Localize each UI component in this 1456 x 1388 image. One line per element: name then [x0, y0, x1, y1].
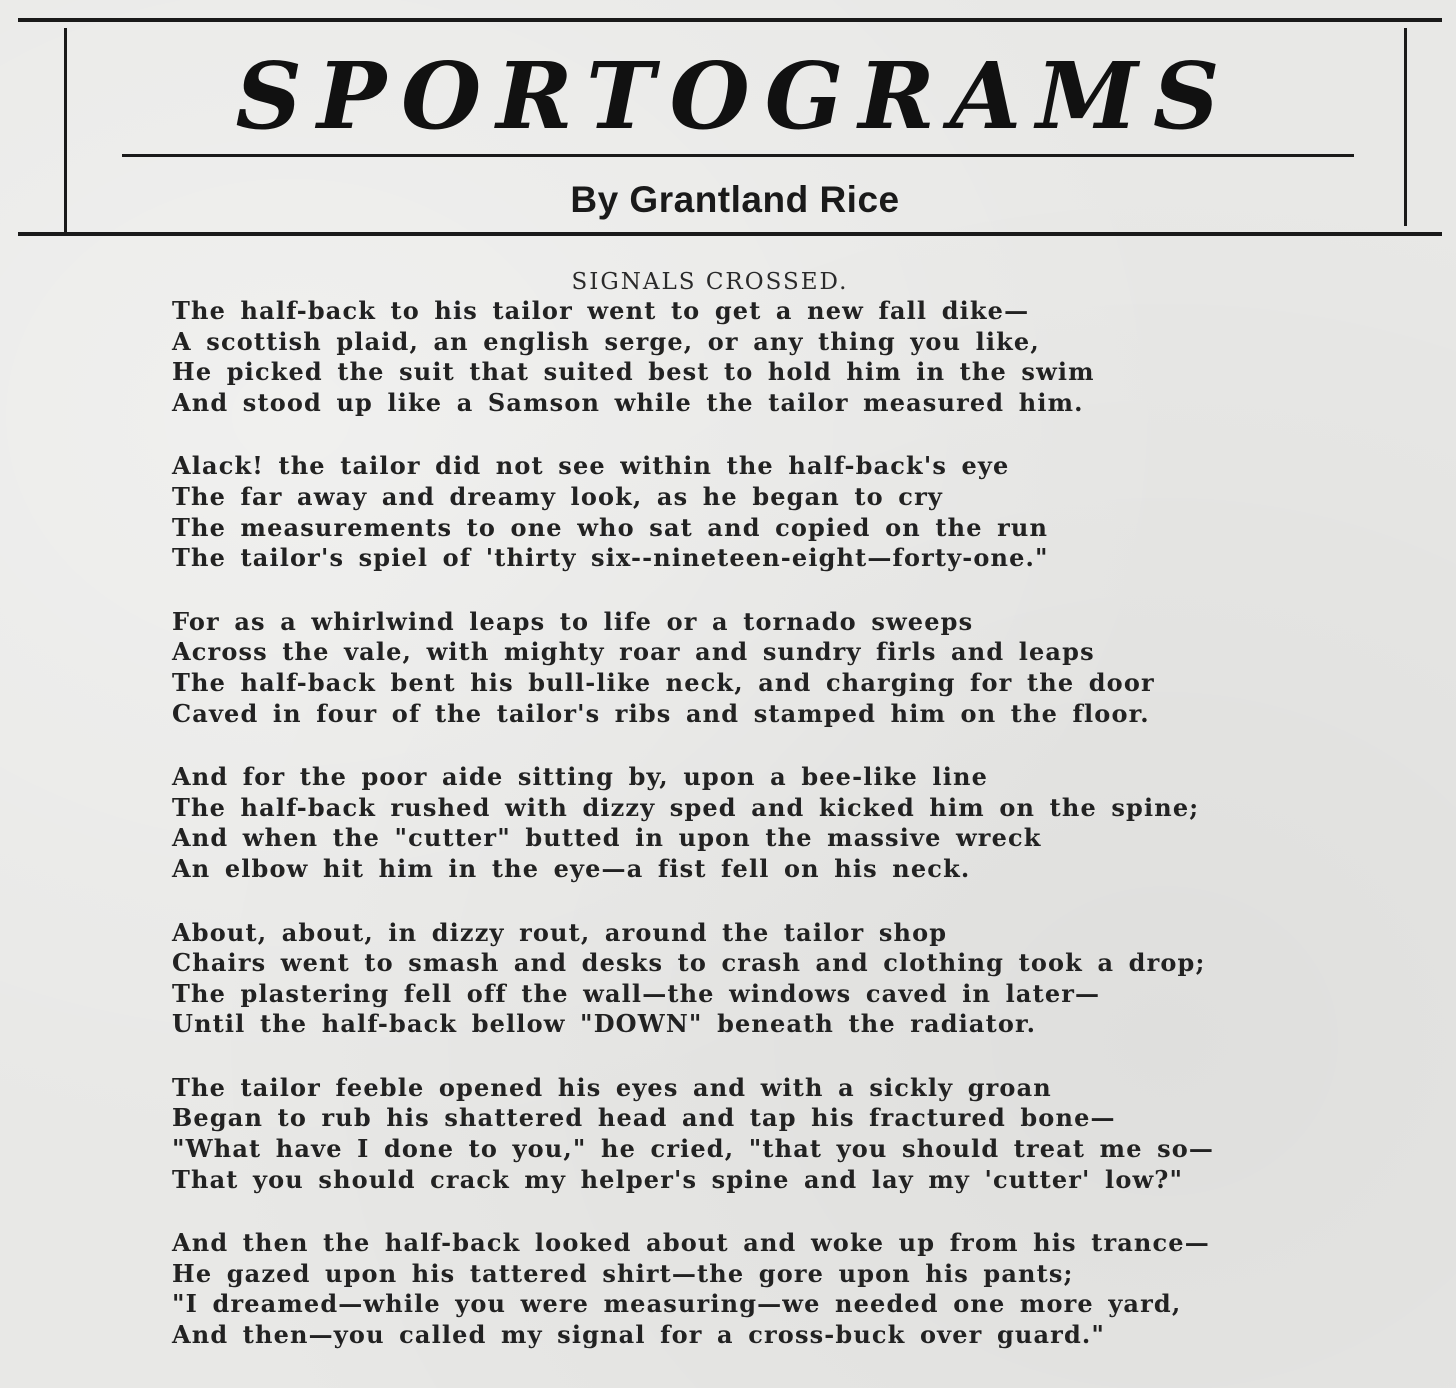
poem-line: He picked the suit that suited best to hold him in the swim [172, 357, 1095, 387]
poem-body [172, 296, 1372, 1384]
poem-line: Across the vale, with mighty roar and sundry firls and leaps [172, 637, 1095, 667]
poem-line: An elbow hit him in the eye—a fist fell on his neck. [172, 853, 971, 883]
stanza-3 [172, 607, 1372, 729]
poem-line: The measurements to one who sat and copied on the run [172, 512, 1049, 542]
poem-line: The half-back to his tailor went to get a new fall dike— [172, 296, 1030, 325]
poem-line: The far away and dreamy look, as he began to cry [172, 481, 943, 511]
poem-line: The tailor feeble opened his eyes and with a sickly groan [172, 1072, 1052, 1102]
poem-line: "What have I done to you," he cried, "that you should treat me so— [172, 1134, 1215, 1164]
poem-line: Alack! the tailor did not see within the half-back's eye [172, 451, 1010, 481]
poem-line: And for the poor aide sitting by, upon a bee-like line [172, 762, 988, 792]
column-title: SPORTOGRAMS [235, 42, 1235, 150]
poem-title: SIGNALS CROSSED. [571, 269, 849, 295]
poem-line: About, about, in dizzy rout, around the tailor shop [172, 917, 948, 947]
poem-line: And then the half-back looked about and woke up from his trance— [172, 1228, 1210, 1258]
stanza-6 [172, 1073, 1372, 1195]
stanza-1 [172, 296, 1372, 418]
poem-line: And when the "cutter" butted in upon the massive wreck [172, 823, 1042, 853]
poem-line: That you should crack my helper's spine and lay my 'cutter' low?" [172, 1164, 1184, 1194]
stanza-2 [172, 451, 1372, 573]
poem-line: A scottish plaid, an english serge, or any thing you like, [172, 326, 1040, 356]
title-underline-rule [122, 154, 1354, 157]
masthead-top-rule [18, 18, 1442, 22]
poem-line: And stood up like a Samson while the tailor measured him. [172, 387, 1084, 417]
masthead-right-rule [1404, 28, 1407, 226]
poem-line: The half-back bent his bull-like neck, and charging for the door [172, 667, 1155, 697]
poem-line: The tailor's spiel of 'thirty six--nineteen-eight—forty-one." [172, 543, 1049, 573]
masthead-left-rule [64, 28, 67, 234]
stanza-5 [172, 918, 1372, 1040]
stanza-7 [172, 1228, 1372, 1350]
poem-line: He gazed upon his tattered shirt—the gore upon his pants; [172, 1258, 1074, 1288]
poem-line: The plastering fell off the wall—the windows caved in later— [172, 978, 1101, 1008]
masthead-bottom-rule [18, 232, 1442, 236]
poem-line: For as a whirlwind leaps to life or a tornado sweeps [172, 606, 974, 636]
poem-line: Until the half-back bellow "DOWN" beneath the radiator. [172, 1009, 1037, 1039]
poem-line: The half-back rushed with dizzy sped and kicked him on the spine; [172, 792, 1200, 822]
poem-line: Began to rub his shattered head and tap his fractured bone— [172, 1103, 1116, 1133]
stanza-4 [172, 762, 1372, 884]
poem-line: Chairs went to smash and desks to crash and clothing took a drop; [172, 948, 1206, 978]
poem-line: "I dreamed—while you were measuring—we needed one more yard, [172, 1289, 1182, 1319]
poem-line: And then—you called my signal for a cross-buck over guard." [172, 1320, 1106, 1350]
author-byline: By Grantland Rice [570, 179, 900, 220]
poem-line: Caved in four of the tailor's ribs and stamped him on the floor. [172, 698, 1150, 728]
